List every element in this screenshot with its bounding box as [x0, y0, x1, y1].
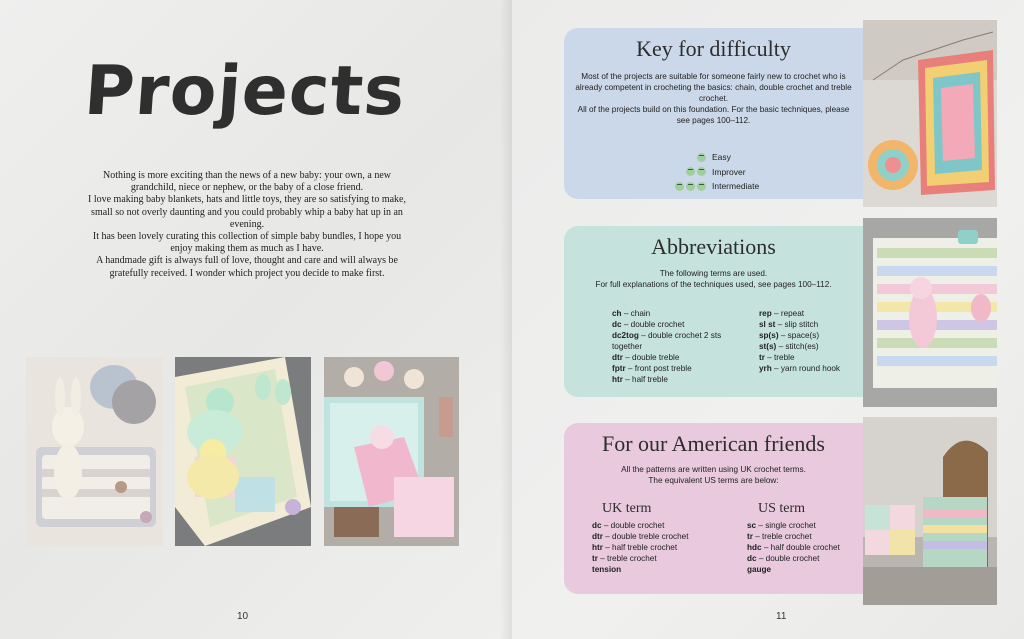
- intro-text: [88, 170, 406, 280]
- intro-paragraph: Nothing is more exciting than the news of a new baby: your own, a new grandchild, niece or nephew, or the baby of a close friend.: [103, 170, 391, 194]
- abbreviations-box: [564, 226, 863, 397]
- difficulty-text: All of the projects build on this foundation. For the basic techniques, please see pages 100–112.: [577, 105, 850, 125]
- us-term-item: sc – single crochet: [747, 521, 816, 530]
- abbreviation-item: tr – treble: [759, 353, 795, 362]
- difficulty-label: Improver: [712, 166, 746, 177]
- smiley-icon: [686, 167, 695, 176]
- abbreviation-item: dtr – double treble: [612, 353, 680, 362]
- abbreviation-item: dc – double crochet: [612, 320, 685, 329]
- smiley-icon: [697, 167, 706, 176]
- uk-term-item: tr – treble crochet: [592, 554, 657, 563]
- uk-term-item: htr – half treble crochet: [592, 543, 678, 552]
- us-term-item: hdc – half double crochet: [747, 543, 840, 552]
- us-term-item: tr – treble crochet: [747, 532, 812, 541]
- difficulty-icons: [672, 153, 706, 162]
- uk-term-item: dc – double crochet: [592, 521, 665, 530]
- abbreviation-item: rep – repeat: [759, 309, 805, 318]
- photo-granny-square-blanket: [863, 20, 997, 207]
- difficulty-label: Easy: [712, 152, 731, 163]
- difficulty-heading: Key for difficulty: [636, 36, 791, 61]
- abbreviations-heading: Abbreviations: [651, 234, 776, 259]
- difficulty-levels: [672, 150, 759, 194]
- photo-nursery-chair: [863, 417, 997, 605]
- difficulty-level-improver: [672, 165, 759, 180]
- abbreviation-item: fptr – front post treble: [612, 364, 692, 373]
- abbreviations-list-left: [612, 308, 740, 385]
- difficulty-level-easy: [672, 150, 759, 165]
- smiley-icon: [686, 182, 695, 191]
- us-term-heading: US term: [758, 501, 806, 516]
- abbreviation-item: htr – half treble: [612, 375, 668, 384]
- us-terms-list: [747, 520, 862, 575]
- difficulty-label: Intermediate: [712, 181, 760, 192]
- smiley-icon: [697, 153, 706, 162]
- american-terms-heading: For our American friends: [602, 431, 825, 456]
- us-term-item: gauge: [747, 565, 772, 574]
- abbreviation-item: st(s) – stitch(es): [759, 342, 819, 351]
- abbreviation-item: sp(s) – space(s): [759, 331, 820, 340]
- page-number: 11: [776, 611, 787, 622]
- photo-pastel-hats: [175, 357, 311, 546]
- american-terms-description: [574, 464, 853, 486]
- smiley-icon: [675, 182, 684, 191]
- abbreviation-item: yrh – yarn round hook: [759, 364, 841, 373]
- uk-term-item: tension: [592, 565, 622, 574]
- difficulty-description: [574, 71, 853, 126]
- page-title: Projects: [81, 52, 409, 131]
- difficulty-icons: [672, 182, 706, 191]
- american-terms-text: The equivalent US terms are below:: [648, 476, 779, 485]
- photo-bunny-bundle: [26, 357, 163, 546]
- american-terms-text: All the patterns are written using UK crochet terms.: [621, 465, 806, 474]
- intro-paragraph: A handmade gift is always full of love, thought and care and will always be gratefully received. I wonder which project you decide to make first.: [96, 255, 398, 279]
- photo-striped-blanket: [863, 218, 997, 407]
- us-term-item: dc – double crochet: [747, 554, 820, 563]
- abbreviation-item: ch – chain: [612, 309, 651, 318]
- photo-pink-comforter: [324, 357, 459, 546]
- abbreviations-list-right: [759, 308, 859, 374]
- difficulty-box: [564, 28, 863, 199]
- abbreviations-text: The following terms are used.: [659, 269, 768, 278]
- uk-terms-list: [592, 520, 752, 575]
- abbreviations-description: [574, 268, 853, 290]
- page-number: 10: [237, 611, 249, 622]
- abbreviation-item: sl st – slip stitch: [759, 320, 819, 329]
- difficulty-text: Most of the projects are suitable for someone fairly new to crochet who is already competent in crocheting the basics: chain, double crochet and treble crochet.: [575, 72, 852, 103]
- difficulty-icons: [672, 167, 706, 176]
- abbreviation-item: dc2tog – double crochet 2 sts together: [612, 331, 722, 351]
- right-page: [512, 0, 1024, 639]
- intro-paragraph: I love making baby blankets, hats and little toys, they are so satisfying to make, small so not overly daunting and you could probably whip a baby hat up in an evening.: [88, 194, 406, 230]
- uk-term-item: dtr – double treble crochet: [592, 532, 689, 541]
- uk-term-heading: UK term: [602, 501, 652, 516]
- abbreviations-text: For full explanations of the techniques used, see pages 100–112.: [595, 280, 832, 289]
- difficulty-level-intermediate: [672, 179, 759, 194]
- intro-paragraph: It has been lovely curating this collection of simple baby bundles, I hope you enjoy making them as much as I have.: [92, 231, 402, 255]
- smiley-icon: [697, 182, 706, 191]
- american-terms-box: [564, 423, 863, 594]
